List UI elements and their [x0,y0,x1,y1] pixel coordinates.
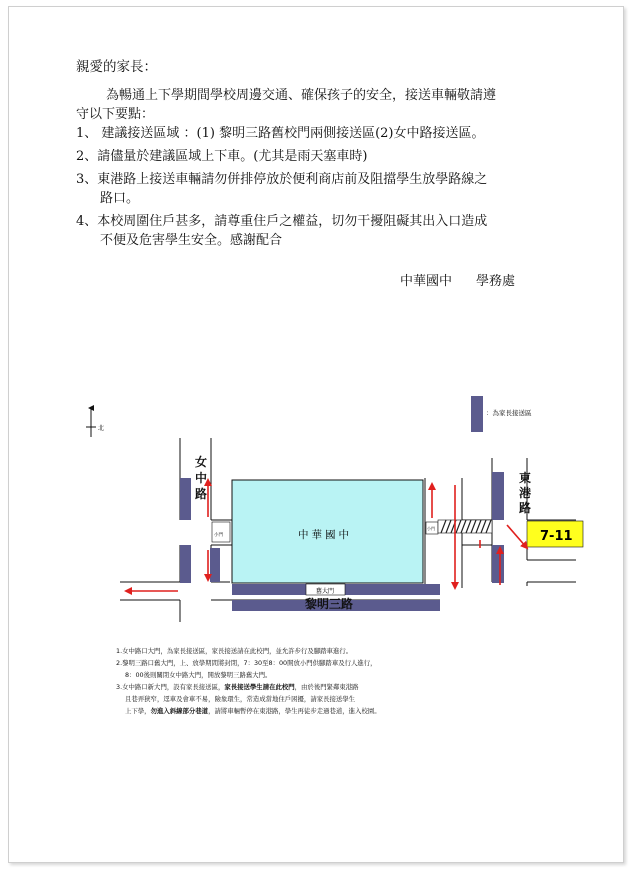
note-1: 1.女中路口大門，為家長接送區，家長接送請在此校門，並允許步行及腳踏車進行。 [116,647,353,655]
arrow-to-store [507,525,527,548]
legend-label: ：為家長接送區 [486,409,532,417]
side-gate-east [426,522,438,534]
intro-line-2: 守以下要點： [76,107,155,122]
svg-text:路: 路 [195,487,208,501]
north-arrow [86,408,104,437]
pickup-zone-donggang-north [492,472,504,520]
side-gate-label: 小門 [214,533,223,538]
rule-item-3: 3、東港路上接送車輛請勿併排停放於便利商店前及阻擋學生放學路線之 [76,172,488,187]
note-3b: 且巷弄狹窄，逕車及會車不易，險象環生，常造成當地住戶困擾，請家長接送學生 [125,695,356,703]
store-label: 7-11 [540,529,573,544]
svg-text:東: 東 [519,471,532,485]
rule-item-3-cont: 路口。 [100,191,140,206]
no-entry-hatched-lane [438,520,492,533]
side-gate-west [212,522,230,542]
legend-swatch [471,396,483,432]
note-2a: 2.黎明三路口舊大門，上、放學期間將封閉，7：30至8：00開放小門供腳踏車及行人進行， [116,659,377,667]
road-name-nuzhong [195,454,207,501]
signature-school: 中華國中 [400,274,453,289]
intro-line-1: 為暢通上下學期間學校周邊交通、確保孩子的安全，接送車輛敬請遵 [106,88,497,103]
school-label: 中華國中 [298,529,352,541]
pickup-zone-liming-west [232,584,306,595]
pickup-zone-donggang-south [492,545,504,583]
note-3a: 3.女中路口新大門，設有家長接送區，家長接送學生請在此校門，由於後門緊鄰東港路 [116,683,359,691]
pickup-zone-nuzhong-south [180,545,191,583]
svg-text:女: 女 [195,455,208,469]
rule-item-4: 4、本校周圍住戶甚多，請尊重住戶之權益，切勿干擾阻礙其出入口造成 [76,214,488,229]
svg-text:港: 港 [519,486,532,500]
rule-item-2: 2、請儘量於建議區域上下車。(尤其是雨天塞車時) [76,149,368,164]
note-3c: 上下學，勿進入斜線部分巷道，請將車輛暫停在東港路，學生再徒步走過巷道，進入校園。 [125,707,381,715]
road-name-donggang [519,470,531,515]
pickup-zone-liming-east [345,584,440,595]
small-gate-label: 小門 [427,526,435,531]
road-name-liming: 黎明三路 [305,597,354,611]
pickup-zone-nuzhong-east [210,548,220,582]
north-label: 北 [98,425,105,432]
greeting: 親愛的家長： [76,59,157,75]
signature-office: 學務處 [476,274,516,289]
note-2b: 8：00後則關閉女中路大門，開放黎明三路舊大門。 [125,671,272,679]
rule-item-1: 1、 建議接送區域 ：(1) 黎明三路舊校門兩側接送區(2)女中路接送區。 [76,126,485,141]
map-notes [116,645,556,717]
svg-text:路: 路 [519,501,532,515]
svg-text:中: 中 [195,471,208,485]
pickup-zone-nuzhong-north [180,478,191,520]
rule-item-4-cont: 不便及危害學生安全。感謝配合 [100,233,283,248]
old-gate-label: 舊大門 [316,588,335,595]
